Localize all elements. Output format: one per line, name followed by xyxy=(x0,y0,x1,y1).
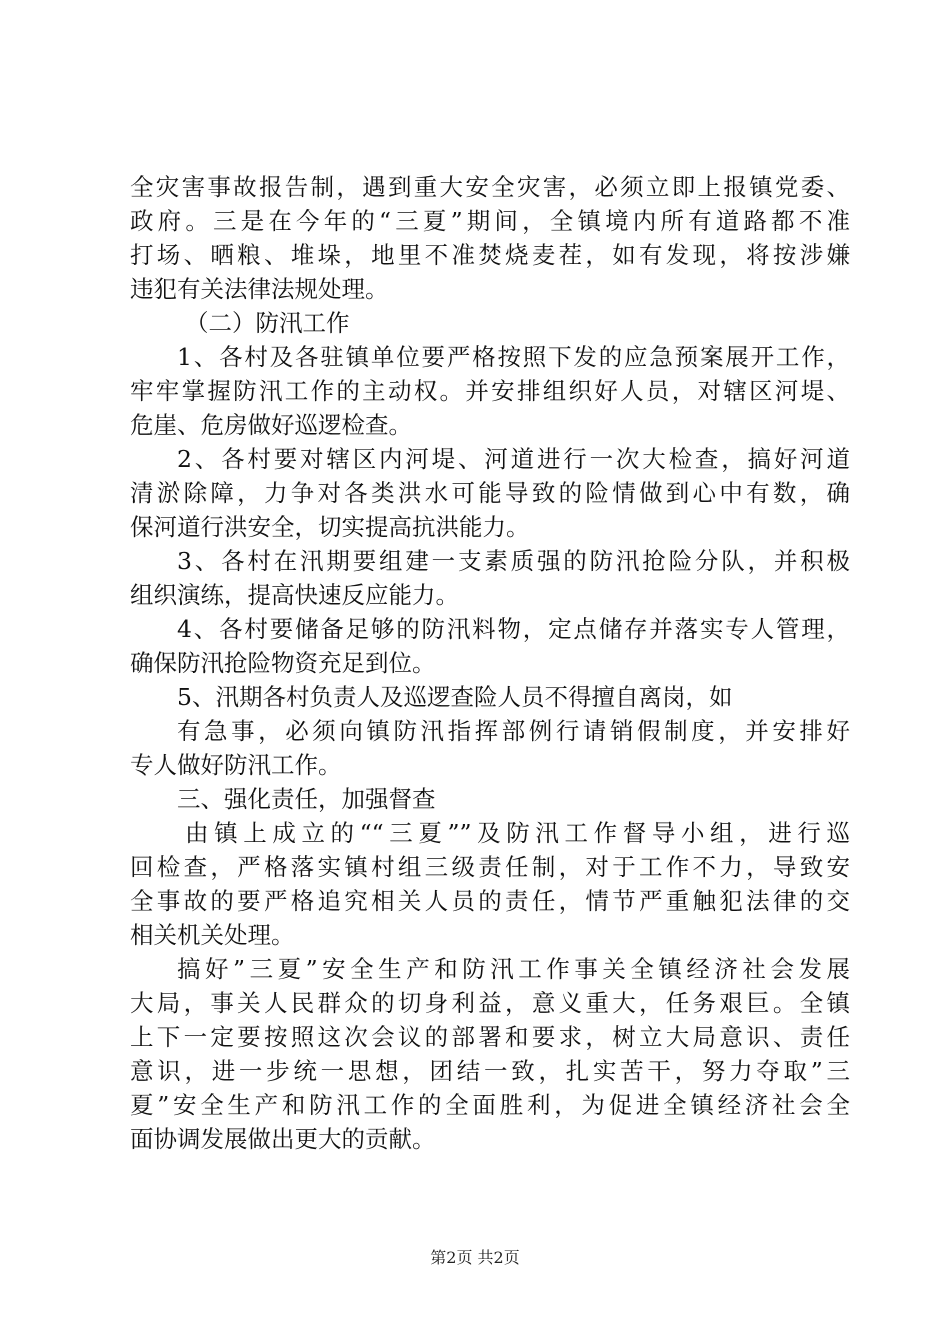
text-line: 大局，事关人民群众的切身利益，意义重大，任务艰巨。全镇 xyxy=(130,989,850,1017)
text-line: 专人做好防汛工作。 xyxy=(130,751,342,779)
text-line: 违犯有关法律法规处理。 xyxy=(130,275,389,303)
text-line: 三、强化责任，加强督查 xyxy=(177,785,436,813)
text-line: 有急事，必须向镇防汛指挥部例行请销假制度，并安排好 xyxy=(177,717,850,745)
text-line: 保河道行洪安全，切实提高抗洪能力。 xyxy=(130,513,530,541)
text-line: 上下一定要按照这次会议的部署和要求，树立大局意识、责任 xyxy=(130,1023,850,1051)
text-line: 面协调发展做出更大的贡献。 xyxy=(130,1125,436,1153)
page-footer: 第2页 共2页 xyxy=(430,1248,520,1267)
text-line: 意识，进一步统一思想，团结一致，扎实苦干，努力夺取”三 xyxy=(130,1057,850,1085)
text-line: 牢牢掌握防汛工作的主动权。并安排组织好人员，对辖区河堤、 xyxy=(130,377,850,405)
text-line: 危崖、危房做好巡逻检查。 xyxy=(130,411,412,439)
text-line: 全事故的要严格追究相关人员的责任，情节严重触犯法律的交 xyxy=(130,887,850,915)
text-line: 2、各村要对辖区内河堤、河道进行一次大检查，搞好河道 xyxy=(177,445,850,473)
text-line: 夏”安全生产和防汛工作的全面胜利，为促进全镇经济社会全 xyxy=(130,1091,850,1119)
text-line: （二）防汛工作 xyxy=(185,309,350,337)
text-line: 回检查，严格落实镇村组三级责任制，对于工作不力，导致安 xyxy=(130,853,850,881)
document-body xyxy=(130,170,850,1156)
text-line: 5、汛期各村负责人及巡逻查险人员不得擅自离岗，如 xyxy=(177,683,733,711)
text-line: 相关机关处理。 xyxy=(130,921,295,949)
text-line: 搞好”三夏”安全生产和防汛工作事关全镇经济社会发展 xyxy=(177,955,850,983)
text-line: 全灾害事故报告制，遇到重大安全灾害，必须立即上报镇党委、 xyxy=(130,173,850,201)
text-line: 政府。三是在今年的“三夏”期间，全镇境内所有道路都不准 xyxy=(130,207,850,235)
text-line: 3、各村在汛期要组建一支素质强的防汛抢险分队，并积极 xyxy=(177,547,850,575)
text-line: 1、各村及各驻镇单位要严格按照下发的应急预案展开工作， xyxy=(177,343,850,371)
text-line: 清淤除障，力争对各类洪水可能导致的险情做到心中有数，确 xyxy=(130,479,850,507)
text-line: 4、各村要储备足够的防汛料物，定点储存并落实专人管理， xyxy=(177,615,850,643)
text-line: 打场、晒粮、堆垛，地里不准焚烧麦茬，如有发现，将按涉嫌 xyxy=(130,241,850,269)
text-line: 由镇上成立的““三夏””及防汛工作督导小组，进行巡 xyxy=(185,819,850,847)
text-line: 确保防汛抢险物资充足到位。 xyxy=(130,649,436,677)
text-line: 组织演练，提高快速反应能力。 xyxy=(130,581,459,609)
